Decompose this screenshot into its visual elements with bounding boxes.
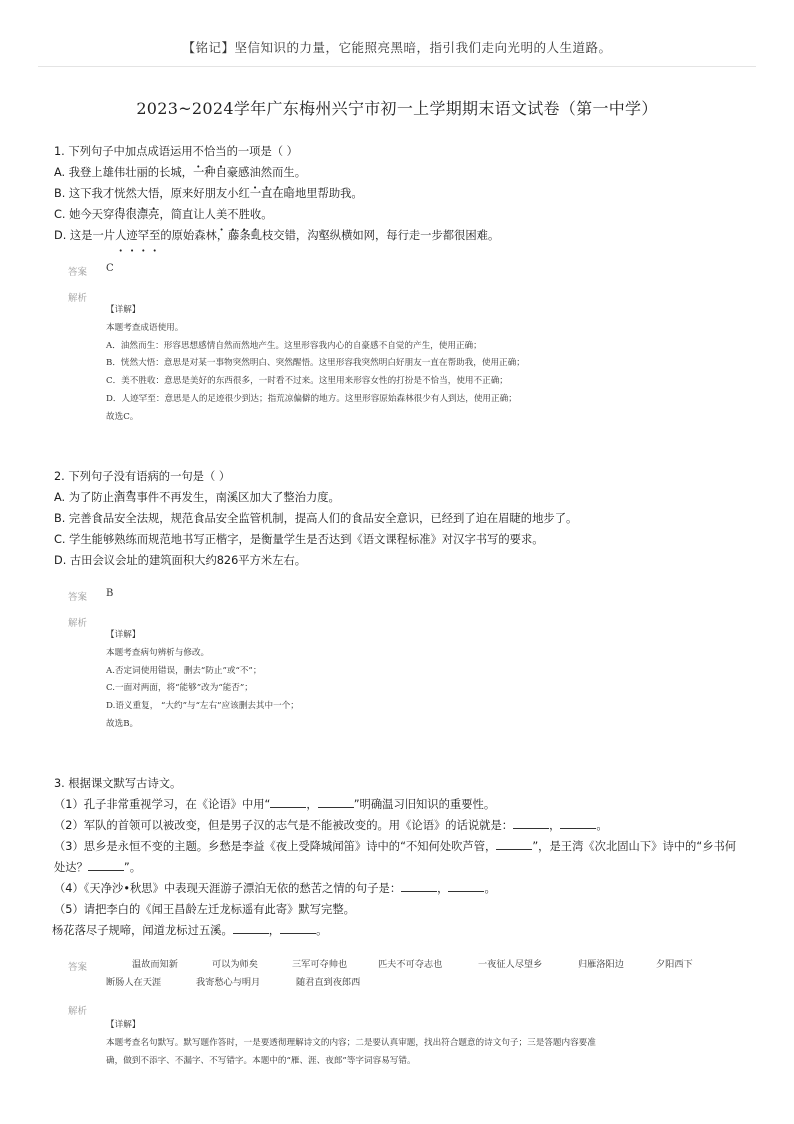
answer-block-2 xyxy=(66,587,726,737)
analysis-label: 解析 xyxy=(68,293,88,304)
analysis-label: 解析 xyxy=(68,1006,88,1017)
page-title: 2023~2024学年广东梅州兴宁市初一上学期期末语文试卷（第一中学） xyxy=(136,99,658,118)
option-b: B. 完善食品安全法规，规范食品安全监管机制，提高人们的食品安全意识，已经到了迫在眉睫的地步了。 xyxy=(54,512,578,525)
emphasis-dot-char: 迹 xyxy=(126,229,138,242)
question-stem: 1. 下列句子中加点成语运用不恰当的一项是（ ） xyxy=(54,141,754,162)
option-c: C. 学生能够熟练而规范地书写正楷字，是衡量学生是否达到《语文课程标准》对汉字书写的要求。 xyxy=(54,533,544,546)
fill-item-2: （2）军队的首领可以被改变，但是男子汉的志气是不能被改变的。用《论语》的话说就是： ， 。 xyxy=(54,819,608,832)
option-a: A. 为了防止酒驾事件不再发生，南溪区加大了整治力度。 xyxy=(54,491,340,504)
dotted-emphasis xyxy=(249,166,294,179)
emphasis-dot-char: 至 xyxy=(149,229,161,242)
answer-block-1 xyxy=(66,262,726,432)
emphasis-dot-char: 罕 xyxy=(137,229,150,242)
question-stem: 2. 下列句子没有语病的一句是（ ） xyxy=(54,466,754,487)
answer-label: 答案 xyxy=(68,592,88,603)
option-b: B. 这下我才恍然大悟，原来好朋友小红一直在暗地里帮助我。 xyxy=(54,183,754,204)
answer-values xyxy=(106,956,693,992)
answer-value: C xyxy=(106,263,114,274)
dotted-emphasis xyxy=(115,229,160,242)
question-stem: 3. 根据课文默写古诗文。 xyxy=(54,777,182,790)
fill-item-5: （5）请把李白的《闻王昌龄左迁龙标遥有此寄》默写完整。 xyxy=(54,903,355,916)
emphasis-dot-char: 没 xyxy=(113,470,125,483)
dotted-emphasis xyxy=(114,470,137,483)
fill-item-3-cont: 处达？ ”。 xyxy=(54,861,142,874)
question-2 xyxy=(54,466,754,571)
answer-blank[interactable] xyxy=(401,880,437,892)
emphasis-dot-char: 生 xyxy=(283,166,295,179)
explanation: 【详解】 本题考查成语使用。 A．油然而生：形容思想感情自然而然地产生。这里形容我内心的自豪感不自觉的产生，使用正确； B．恍然大悟：意思是对某一事物突然明白、突然醒悟。这里形容我突然明白好朋友一直在帮助我，使用正确； C．美不胜收：意思是美好的东西很多，一时看不过来。这里用来形容女性的打扮是不恰当，使用不正确； D．人迹罕至：意思是人的足迹很少到达；指荒凉偏僻的地方。这里形容原始森林很少有人到达，使用正确； 故选C。 xyxy=(106,305,525,422)
emphasis-dot-char: 恰 xyxy=(203,145,216,158)
emphasis-dot-char: 而 xyxy=(272,166,284,179)
answer-block-3 xyxy=(66,956,726,1086)
fill-item-5-poem: 杨花落尽子规啼，闻道龙标过五溪。 ， 。 xyxy=(52,924,328,937)
emphasis-dot-char: 胜 xyxy=(238,208,250,221)
emphasis-dot-char: 不 xyxy=(192,145,204,158)
option-d: D. 这是一片人迹罕至的原始森林，藤条虬枝交错，沟壑纵横如网，每行走一步都很困难。 xyxy=(54,225,754,246)
emphasis-dot-char: 恍 xyxy=(114,187,126,200)
emphasis-dot-char: 当 xyxy=(215,145,227,158)
answer-blank[interactable] xyxy=(448,880,484,892)
emphasis-dot-char: 悟 xyxy=(148,187,160,200)
dotted-emphasis xyxy=(216,208,261,221)
question-1 xyxy=(54,141,754,246)
answer-label: 答案 xyxy=(68,267,88,278)
answer-blank[interactable] xyxy=(88,859,124,871)
fill-item-4: （4）《天净沙•秋思》中表现天涯游子漂泊无依的愁苦之情的句子是： ， 。 xyxy=(54,882,496,895)
dotted-emphasis xyxy=(114,187,159,200)
option-d: D. 古田会议会址的建筑面积大约826平方米左右。 xyxy=(54,554,307,567)
dotted-emphasis xyxy=(193,145,227,158)
answer-blank[interactable] xyxy=(280,922,316,934)
answer-blank[interactable] xyxy=(513,817,549,829)
analysis-label: 解析 xyxy=(68,618,88,629)
answer-label: 答案 xyxy=(68,962,88,973)
motto-divider xyxy=(38,66,756,67)
fill-item-1: （1）孔子非常重视学习，在《论语》中用“ ， ”明确温习旧知识的重要性。 xyxy=(54,798,496,811)
question-3 xyxy=(54,773,754,941)
answer-row: 温故而知新 可以为师矣 三军可夺帅也 匹夫不可夺志也 一夜征人尽望乡 归雁洛阳边 夕阳西下 xyxy=(132,959,693,970)
emphasis-dot-char: 油 xyxy=(249,166,261,179)
emphasis-dot-char: 然 xyxy=(125,187,137,200)
emphasis-dot-char: 然 xyxy=(260,166,273,179)
emphasis-dot-char: 人 xyxy=(115,229,127,242)
answer-blank[interactable] xyxy=(560,817,596,829)
answer-blank[interactable] xyxy=(270,796,306,808)
emphasis-dot-char: 不 xyxy=(227,208,239,221)
answer-blank[interactable] xyxy=(496,838,532,850)
option-c: C. 她今天穿得很漂亮，简直让人美不胜收。 xyxy=(54,204,754,225)
emphasis-dot-char: 美 xyxy=(215,208,228,221)
answer-row: 断肠人在天涯 我寄愁心与明月 随君直到夜郎西 xyxy=(106,977,361,988)
answer-value: B xyxy=(106,588,114,599)
emphasis-dot-char: 有 xyxy=(124,470,137,483)
fill-item-3: （3）思乡是永恒不变的主题。乡愁是李益《夜上受降城闻笛》诗中的“不知何处吹芦管， ”，是王湾《次北固山下》诗中的“乡书何 xyxy=(54,840,737,853)
motto: 【铭记】坚信知识的力量，它能照亮黑暗，指引我们走向光明的人生道路。 xyxy=(182,40,612,55)
option-a: A. 我登上雄伟壮丽的长城，一种自豪感油然而生。 xyxy=(54,162,754,183)
explanation: 【详解】 本题考查病句辨析与修改。 A.否定词使用错误，删去“防止”或“不”； C.一面对两面，将“能够”改为“能否”； D.语义重复， “大约”与“左右”应该删去其中一个； 故选B。 xyxy=(106,630,299,729)
emphasis-dot-char: 大 xyxy=(136,187,149,200)
emphasis-dot-char: 收 xyxy=(249,208,262,221)
explanation: 【详解】 本题考查名句默写。默写题作答时，一是要透彻理解诗文的内容；二是要认真审题，找出符合题意的诗文句子；三是答题内容要准 确，做到不添字、不漏字、不写错字。本题中的“雁、涯、夜郎”等字词容易写错。 xyxy=(106,1020,596,1066)
answer-blank[interactable] xyxy=(318,796,354,808)
answer-blank[interactable] xyxy=(233,922,269,934)
